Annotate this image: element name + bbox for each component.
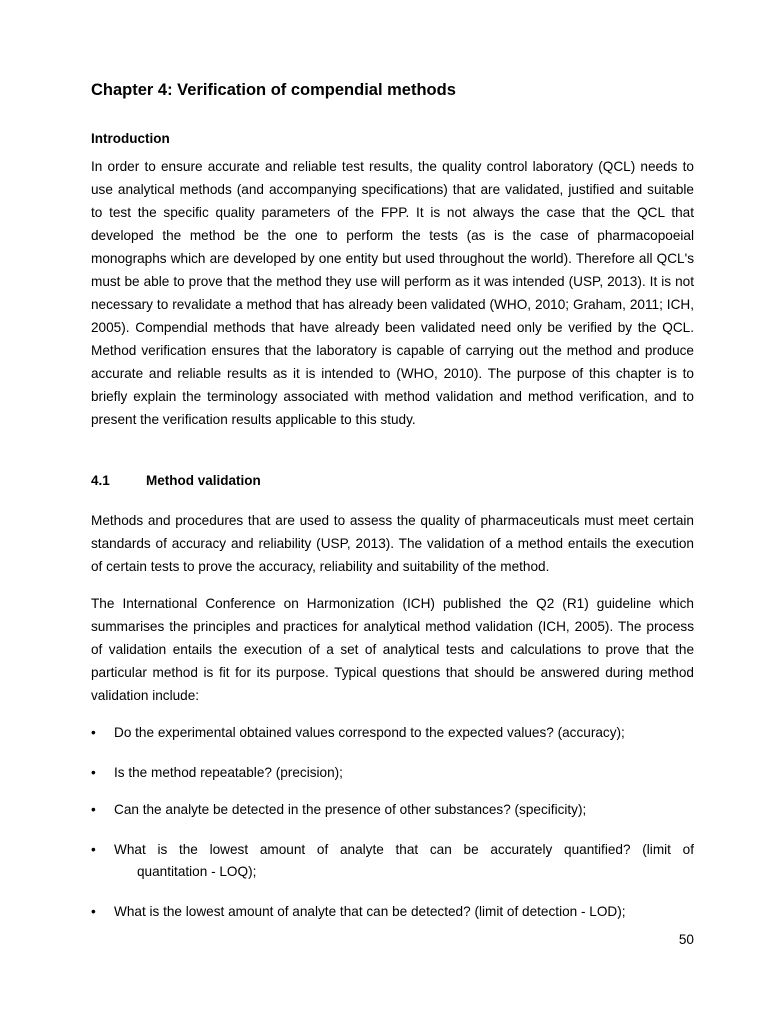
method-validation-paragraph-2: The International Conference on Harmonization (ICH) published the Q2 (R1) guideline which summarises the principles and practices for analytical method validation (ICH, 2005). The process of validation entails the execution of a set of analytical tests and calculations to prove that the particular method is fit for its purpose. Typical questions that should be answered during method validation include:: [91, 596, 694, 703]
method-validation-paragraph-1: Methods and procedures that are used to assess the quality of pharmaceuticals must meet certain standards of accuracy and reliability (USP, 2013). The validation of a method entails the execution of certain tests to prove the accuracy, reliability and suitability of the method.: [91, 513, 694, 574]
bullet-icon: •: [91, 802, 96, 817]
list-item: [91, 762, 694, 784]
introduction-heading: Introduction: [91, 131, 170, 146]
list-item-text-line-1: What is the lowest amount of analyte that can be accurately quantified? (limit of: [114, 842, 694, 857]
list-item-text-line-2: quantitation - LOQ);: [137, 864, 257, 879]
list-item: [91, 901, 694, 923]
bullet-icon: •: [91, 904, 96, 919]
section-number: 4.1: [91, 473, 110, 488]
section-title: Method validation: [146, 473, 261, 488]
list-item: [91, 839, 694, 883]
list-item-text: Can the analyte be detected in the presence of other substances? (specificity);: [114, 802, 587, 817]
bullet-icon: •: [91, 842, 96, 857]
list-item-text: [114, 839, 694, 883]
bullet-icon: •: [91, 725, 96, 740]
list-item-text: Is the method repeatable? (precision);: [114, 765, 343, 780]
list-item: [91, 799, 694, 821]
chapter-title: Chapter 4: Verification of compendial methods: [91, 81, 456, 99]
bullet-icon: •: [91, 765, 96, 780]
page-number: 50: [678, 932, 694, 947]
list-item: [91, 722, 694, 744]
list-item-text: What is the lowest amount of analyte that can be detected? (limit of detection - LOD);: [114, 904, 626, 919]
introduction-paragraph: In order to ensure accurate and reliable test results, the quality control laboratory (QCL) needs to use analytical methods (and accompanying specifications) that are validated, justified and suitable to test the specific quality parameters of the FPP. It is not always the case that the QCL that developed the method be the one to perform the tests (as is the case of pharmacopoeial monographs which are developed by one entity but used throughout the world). Therefore all QCL's must be able to prove that the method they use will perform as it was intended (USP, 2013). It is not necessary to revalidate a method that has already been validated (WHO, 2010; Graham, 2011; ICH, 2005). Compendial methods that have already been validated need only be verified by the QCL. Method verification ensures that the laboratory is capable of carrying out the method and produce accurate and reliable results as it is intended to (WHO, 2010). The purpose of this chapter is to briefly explain the terminology associated with method validation and method verification, and to present the verification results applicable to this study.: [91, 159, 694, 427]
list-item-text: Do the experimental obtained values correspond to the expected values? (accuracy);: [114, 725, 625, 740]
section-heading: [91, 471, 694, 491]
